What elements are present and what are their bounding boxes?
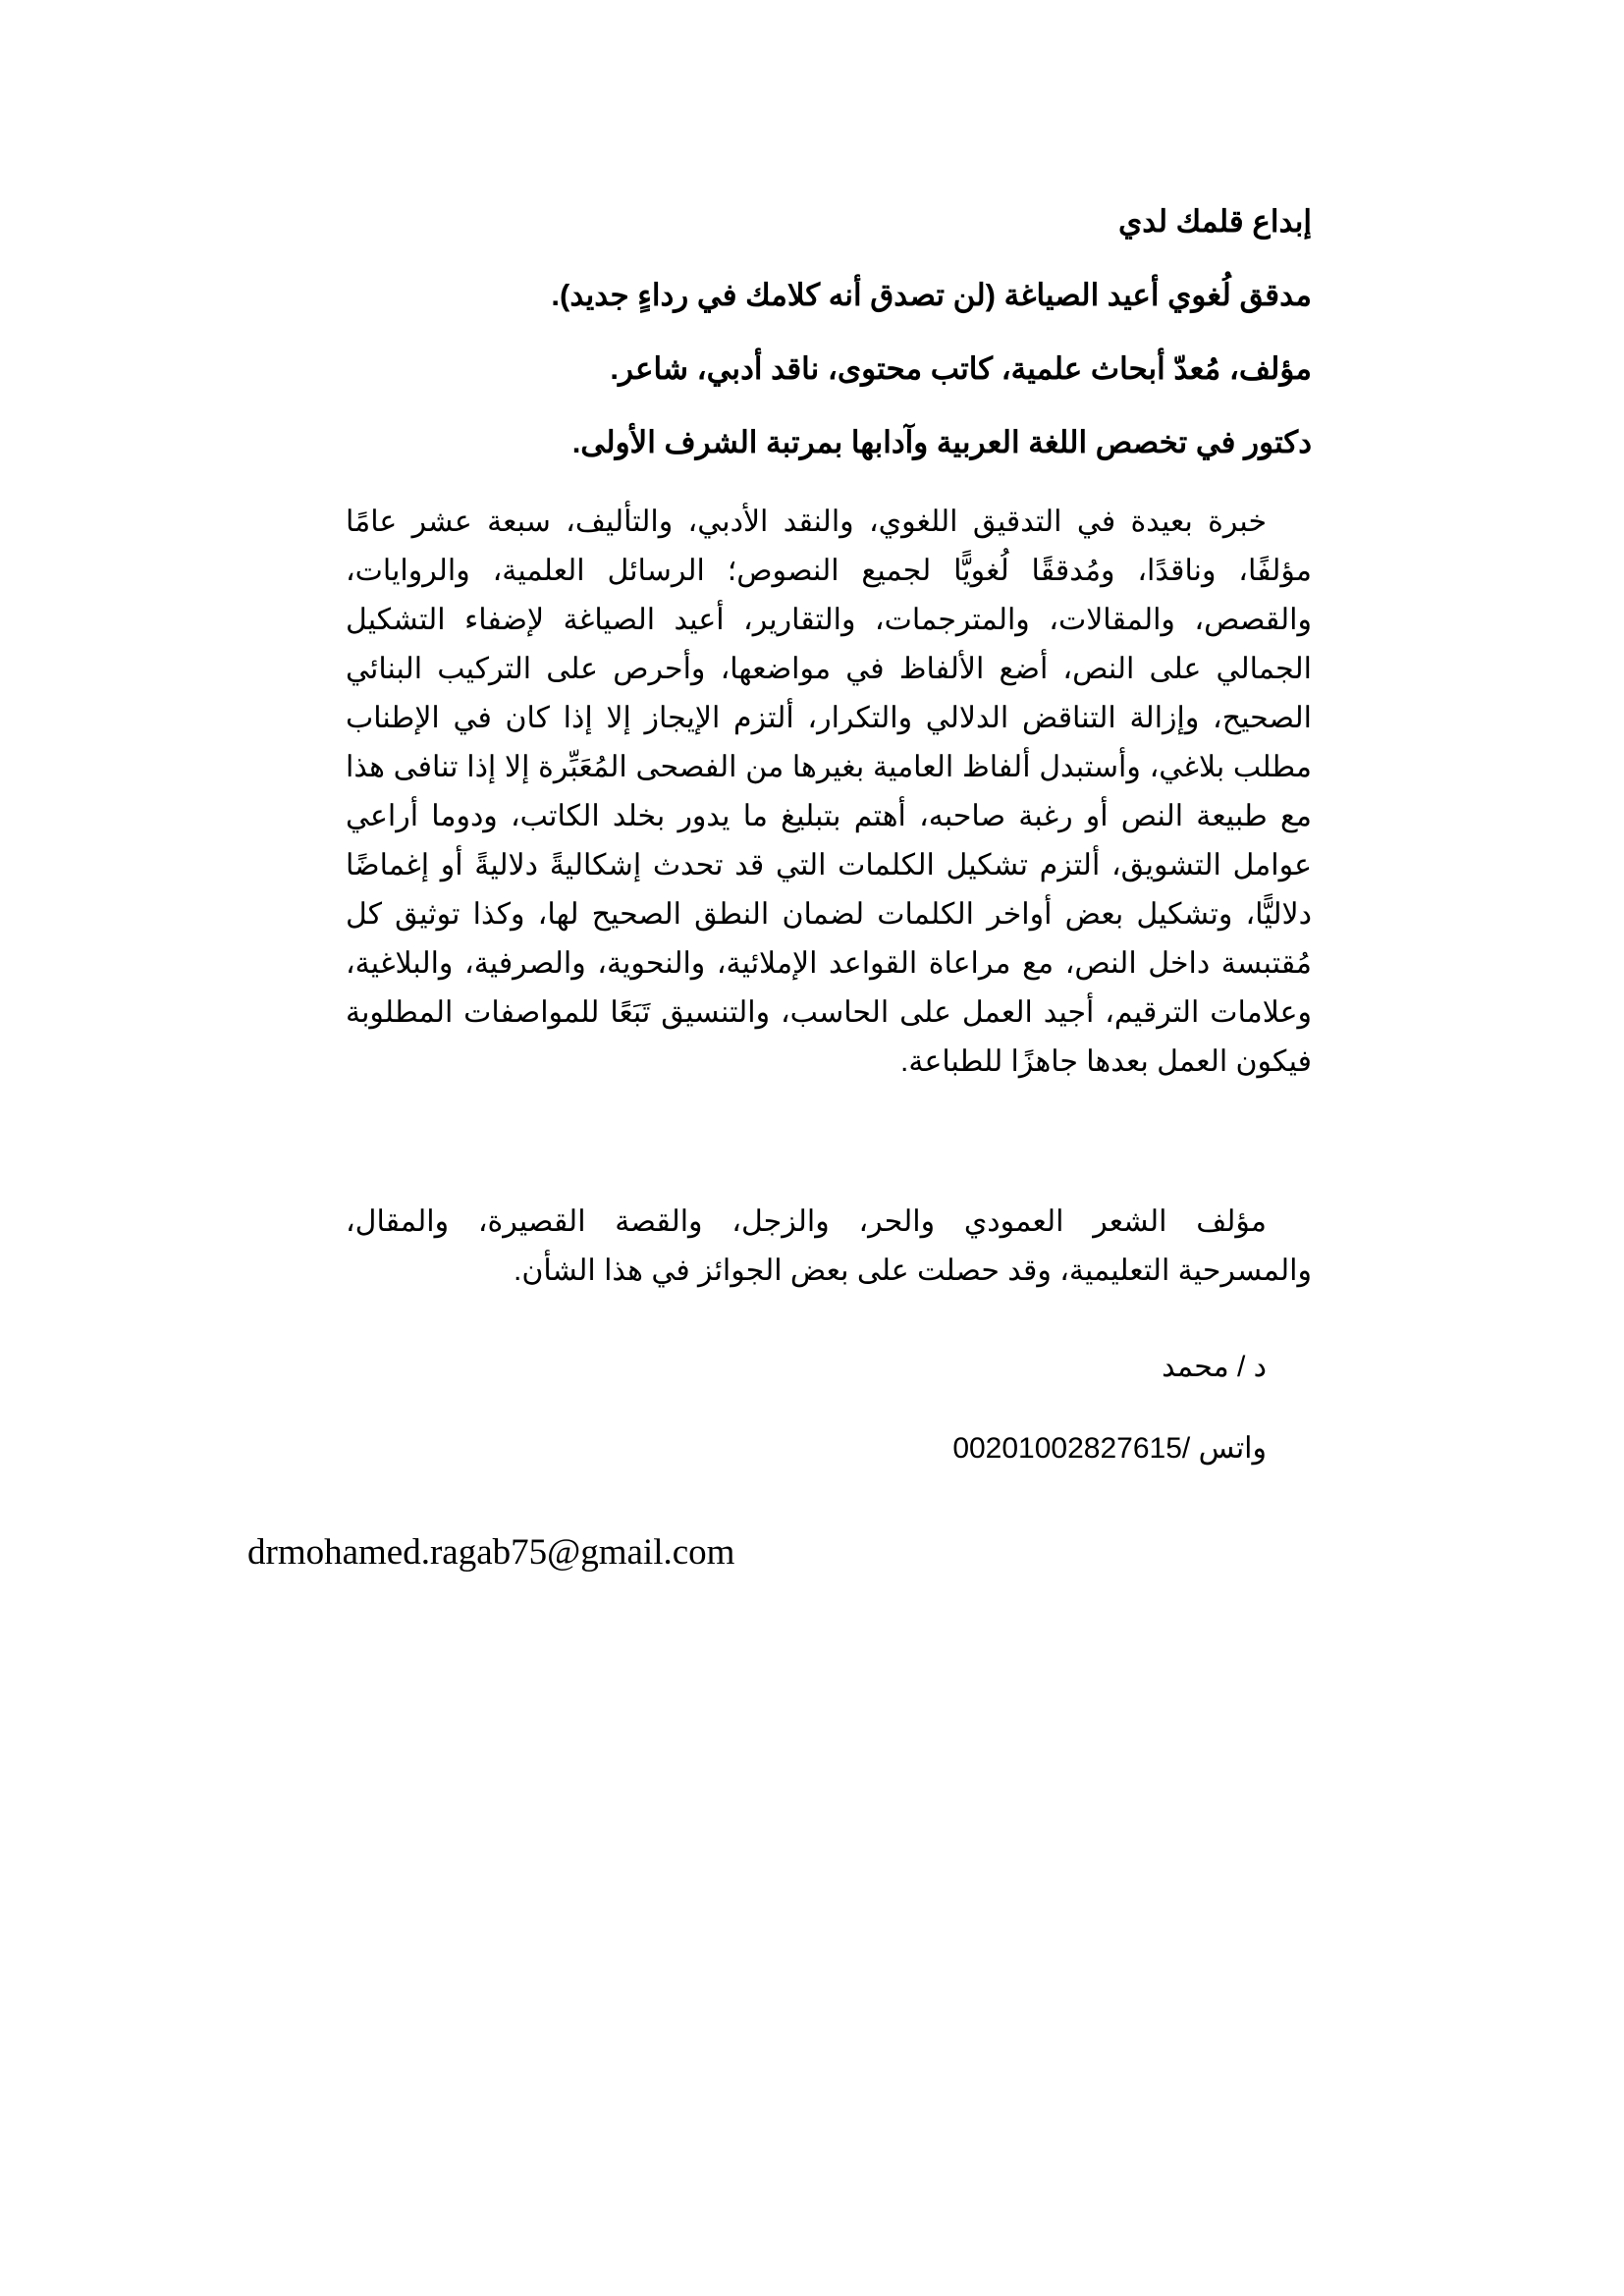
paragraph-line: مطلب بلاغي، وأستبدل ألفاظ العامية بغيرها من الفصحى المُعَبِّرة إلا إذا تنافى هذا [346,751,1312,783]
paragraph-line: خبرة بعيدة في التدقيق اللغوي، والنقد الأدبي، والتأليف، سبعة عشر عامًا [346,506,1267,538]
paragraph-line: الصحيح، وإزالة التناقض الدلالي والتكرار، ألتزم الإيجاز إلا إذا كان في الإطناب [346,702,1312,734]
experience-paragraph [346,498,1312,1087]
paragraph-line: الجمالي على النص، أضع الألفاظ في مواضعها، وأحرص على التركيب البنائي [346,653,1312,685]
whatsapp-number: واتس /00201002827615 [952,1432,1267,1465]
author-paragraph [346,1198,1312,1296]
email-address: drmohamed.ragab75@gmail.com [247,1532,735,1573]
paragraph-line: عوامل التشويق، ألتزم تشكيل الكلمات التي قد تحدث إشكاليةً دلاليةً أو إغماضًا [346,849,1312,881]
paragraph-line: مؤلف الشعر العمودي والحر، والزجل، والقصة القصيرة، والمقال، [346,1205,1267,1238]
paragraph-line: مع طبيعة النص أو رغبة صاحبه، أهتم بتبليغ ما يدور بخلد الكاتب، ودوما أراعي [346,800,1312,832]
heading-title: إبداع قلمك لدي [1118,204,1312,239]
heading-degree: دكتور في تخصص اللغة العربية وآدابها بمرتبة الشرف الأولى. [571,425,1312,459]
paragraph-line: فيكون العمل بعدها جاهزًا للطباعة. [900,1045,1312,1078]
paragraph-line: وعلامات الترقيم، أجيد العمل على الحاسب، والتنسيق تَبَعًا للمواصفات المطلوبة [346,996,1312,1029]
paragraph-line: والمسرحية التعليمية، وقد حصلت على بعض الجوائز في هذا الشأن. [514,1255,1312,1287]
signature-name: د / محمد [1162,1351,1267,1383]
heading-roles: مؤلف، مُعدّ أبحاث علمية، كاتب محتوى، ناقد أدبي، شاعر. [610,351,1312,386]
paragraph-line: مؤلفًا، وناقدًا، ومُدققًا لُغويًّا لجميع النصوص؛ الرسائل العلمية، والروايات، [346,555,1312,587]
heading-proofreader: مدقق لُغوي أعيد الصياغة (لن تصدق أنه كلامك في رداءٍ جديد). [551,278,1312,312]
paragraph-line: والقصص، والمقالات، والمترجمات، والتقارير، أعيد الصياغة لإضفاء التشكيل [346,604,1312,636]
paragraph-line: دلاليًّا، وتشكيل بعض أواخر الكلمات لضمان النطق الصحيح لها، وكذا توثيق كل [346,898,1312,931]
paragraph-line: مُقتبسة داخل النص، مع مراعاة القواعد الإملائية، والنحوية، والصرفية، والبلاغية، [346,947,1312,980]
